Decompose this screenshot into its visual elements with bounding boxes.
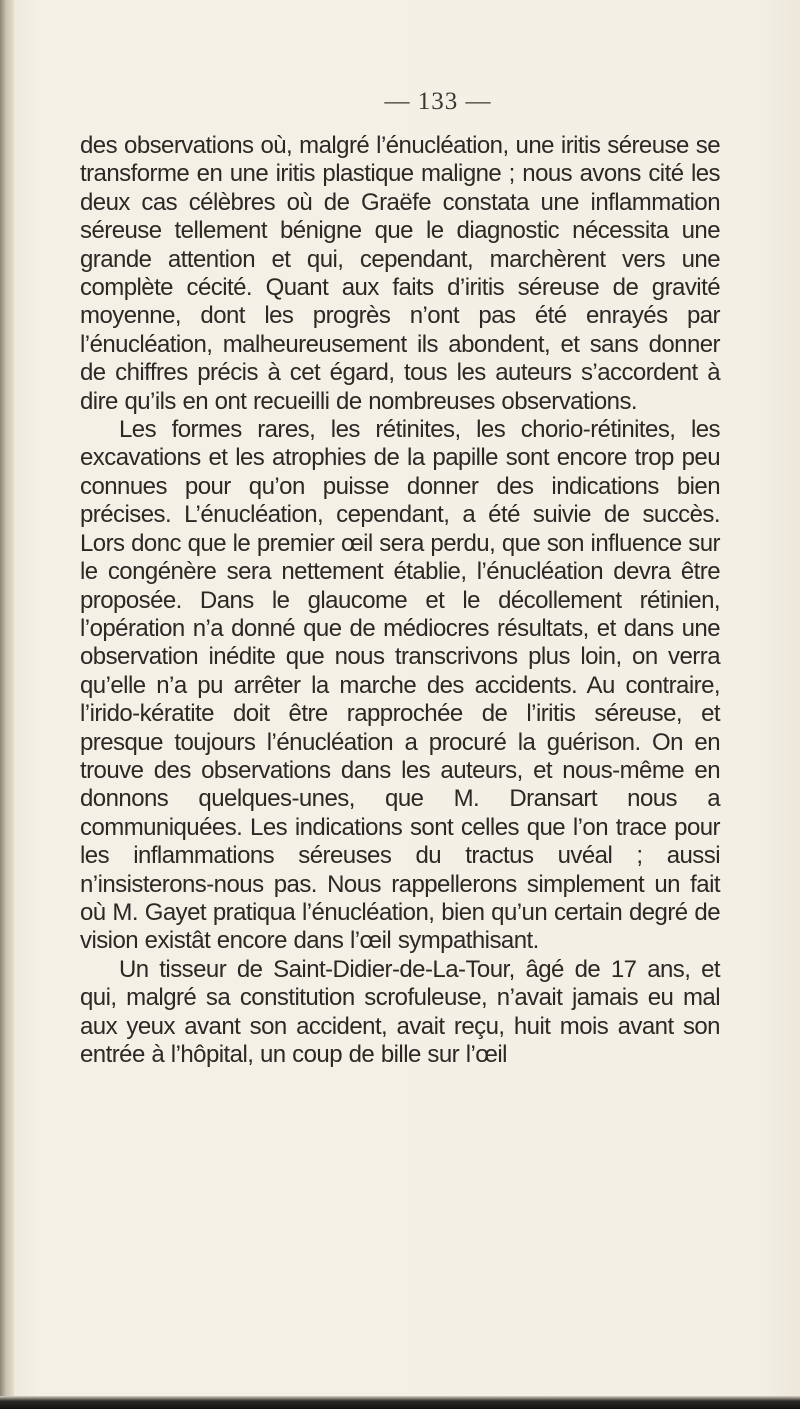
paragraph-1: des observations où, malgré l’énucléation, une iritis séreuse se transforme en une iritis plastique maligne ; nous avons cité les deux cas célèbres où de Graëfe constata une inflammation séreuse tellement bénigne que le diagnostic nécessita une grande attention et qui, cependant, marchèrent vers une complète cécité. Quant aux faits d’iritis séreuse de gravité moyenne, dont les progrès n’ont pas été enrayés par l’énucléation, malheureusement ils abondent, et sans donner de chiffres précis à cet égard, tous les auteurs s’accordent à dire qu’ils en ont recueilli de nombreuses observations.	[80, 132, 720, 415]
paragraph-3: Un tisseur de Saint-Didier-de-La-Tour, âgé de 17 ans, et qui, malgré sa constitution scrofuleuse, n’avait jamais eu mal aux yeux avant son accident, avait reçu, huit mois avant son entrée à l’hôpital, un coup de bille sur l’œil	[80, 955, 720, 1068]
body-text	[80, 132, 720, 1069]
page-number: — 133 —	[384, 88, 492, 115]
page-spine-shadow	[0, 0, 14, 1409]
paragraph-2: Les formes rares, les rétinites, les chorio-rétinites, les excavations et les atrophies de la papille sont encore trop peu connues pour qu’on puisse donner des indications bien précises. L’énucléation, cependant, a été suivie de succès. Lors donc que le premier œil sera perdu, que son influence sur le congénère sera nettement établie, l’énucléation devra être proposée. Dans le glaucome et le décollement rétinien, l’opération n’a donné que de médiocres résultats, et dans une observation inédite que nous transcrivons plus loin, on verra qu’elle n’a pu arrêter la marche des accidents. Au contraire, l’irido-kératite doit être rapprochée de l’iritis séreuse, et presque toujours l’énucléation a procuré la guérison. On en trouve des observations dans les auteurs, et nous-même en donnons quelques-unes, que M. Dransart nous a communiquées. Les indications sont celles que l’on trace pour les inflammations séreuses du tractus uvéal ; aussi n’insisterons-nous pas. Nous rappellerons simplement un fait où M. Gayet pratiqua l’énucléation, bien qu’un certain degré de vision existât encore dans l’œil sympathisant.	[80, 416, 720, 955]
page-bottom-edge	[0, 1396, 800, 1409]
